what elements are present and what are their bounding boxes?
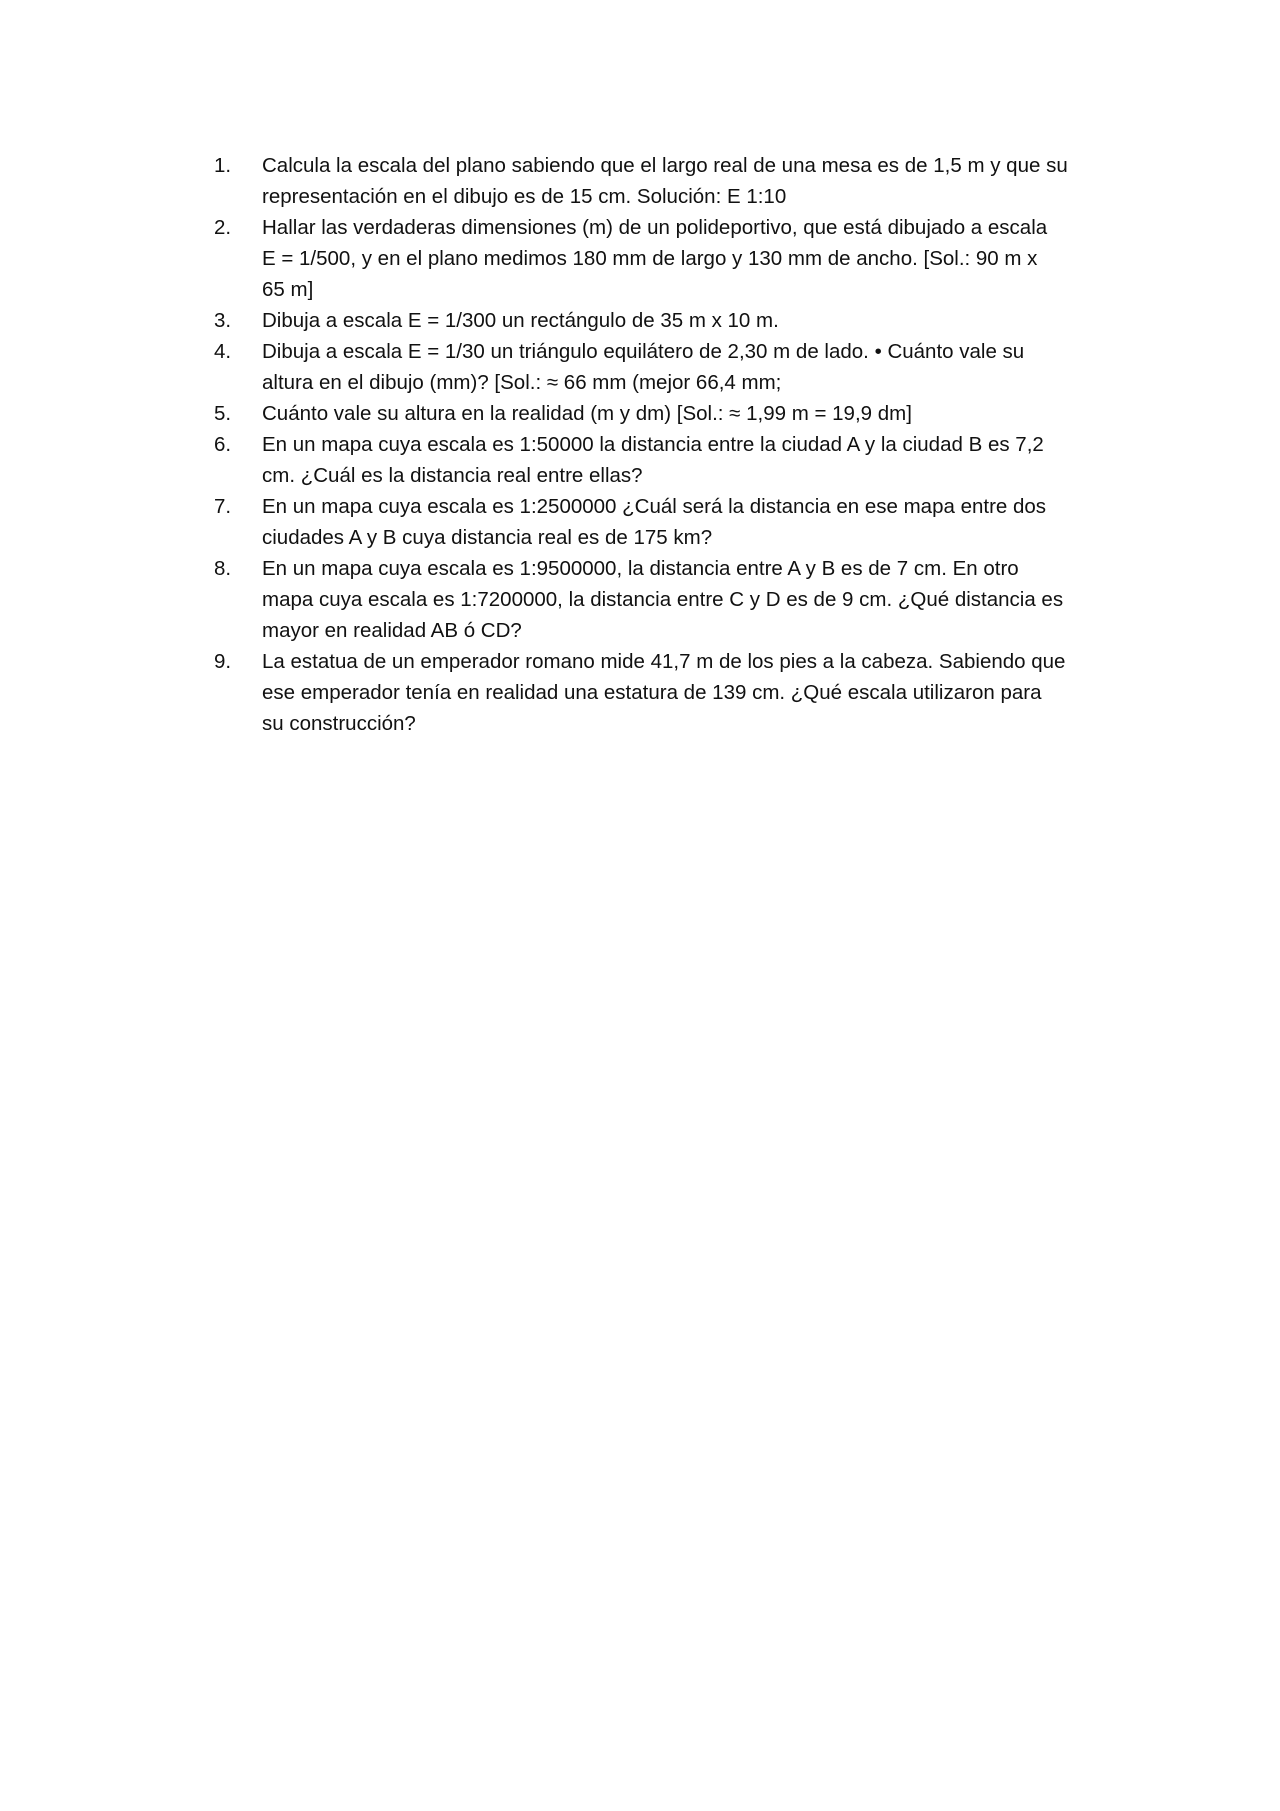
exercise-text: En un mapa cuya escala es 1:2500000 ¿Cuál será la distancia en ese mapa entre dos ciudades A y B cuya distancia real es de 175 km? xyxy=(262,495,1047,549)
exercise-item-6 xyxy=(214,429,1124,491)
exercise-item-2 xyxy=(214,212,1124,305)
exercise-text: Cuánto vale su altura en la realidad (m y dm) [Sol.: ≈ 1,99 m = 19,9 dm] xyxy=(262,402,912,425)
exercise-item-8 xyxy=(214,553,1124,646)
exercise-item-9 xyxy=(214,646,1124,739)
exercise-text: La estatua de un emperador romano mide 41,7 m de los pies a la cabeza. Sabiendo que ese emperador tenía en realidad una estatura de 139 cm. ¿Qué escala utilizaron para su construcción? xyxy=(262,650,1066,735)
exercise-number: 1. xyxy=(214,154,232,177)
exercise-list xyxy=(214,150,1124,739)
exercise-text: En un mapa cuya escala es 1:9500000, la distancia entre A y B es de 7 cm. En otro mapa cuya escala es 1:7200000, la distancia entre C y D es de 9 cm. ¿Qué distancia es mayor en realidad AB ó CD? xyxy=(262,557,1064,642)
exercise-text: Calcula la escala del plano sabiendo que el largo real de una mesa es de 1,5 m y que su representación en el dibujo es de 15 cm. Solución: E 1:10 xyxy=(262,154,1068,208)
exercise-number: 6. xyxy=(214,433,232,456)
exercise-item-3 xyxy=(214,305,1124,336)
exercise-text: En un mapa cuya escala es 1:50000 la distancia entre la ciudad A y la ciudad B es 7,2 cm. ¿Cuál es la distancia real entre ellas? xyxy=(262,433,1044,487)
exercise-number: 7. xyxy=(214,495,232,518)
exercise-item-4 xyxy=(214,336,1124,398)
exercise-item-5 xyxy=(214,398,1124,429)
exercise-number: 9. xyxy=(214,650,232,673)
exercise-number: 8. xyxy=(214,557,232,580)
exercise-number: 4. xyxy=(214,340,232,363)
exercise-number: 2. xyxy=(214,216,232,239)
exercise-text: Dibuja a escala E = 1/30 un triángulo equilátero de 2,30 m de lado. • Cuánto vale su altura en el dibujo (mm)? [Sol.: ≈ 66 mm (mejor 66,4 mm; xyxy=(262,340,1025,394)
exercise-text: Dibuja a escala E = 1/300 un rectángulo de 35 m x 10 m. xyxy=(262,309,779,332)
exercise-item-7 xyxy=(214,491,1124,553)
exercise-text: Hallar las verdaderas dimensiones (m) de un polideportivo, que está dibujado a escala E = 1/500, y en el plano medimos 180 mm de largo y 130 mm de ancho. [Sol.: 90 m x 65 m] xyxy=(262,216,1048,301)
exercise-number: 5. xyxy=(214,402,232,425)
exercise-item-1 xyxy=(214,150,1124,212)
exercise-number: 3. xyxy=(214,309,232,332)
